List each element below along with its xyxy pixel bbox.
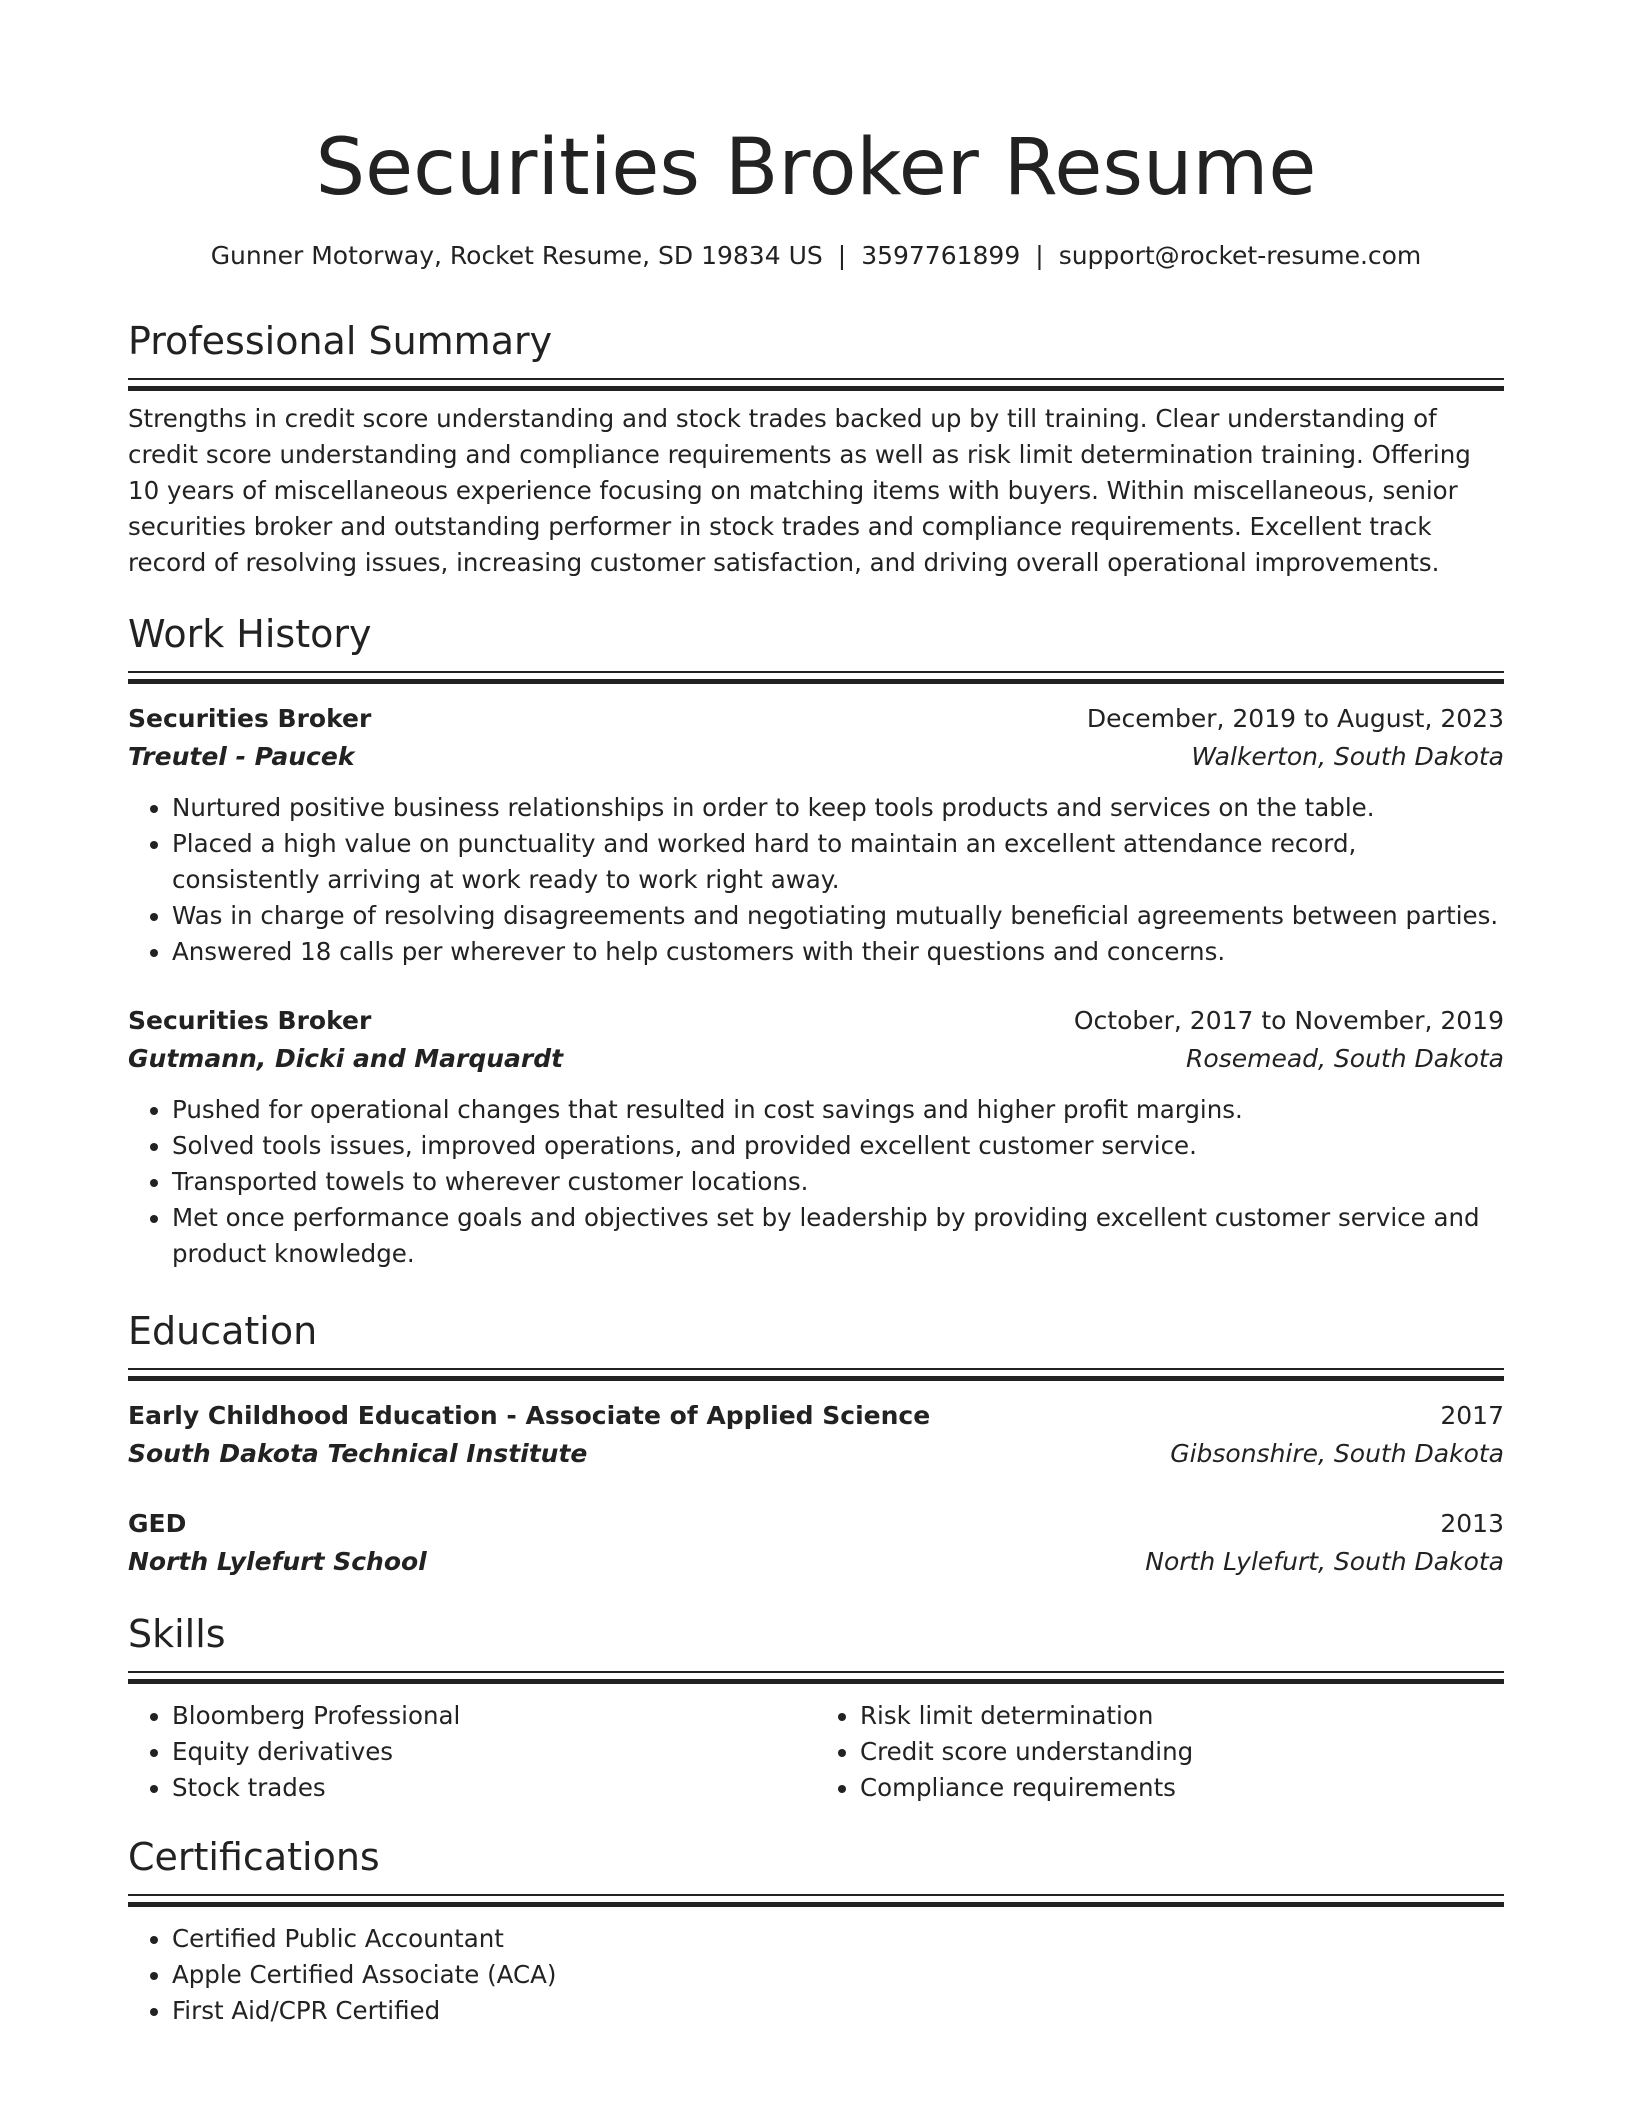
skills-list-right: [816, 1698, 1504, 1806]
job-dates: December, 2019 to August, 2023: [1086, 704, 1504, 733]
list-item: • Certified Public Accountant: [172, 1921, 1504, 1957]
degree-name: GED: [128, 1509, 187, 1538]
list-item: • Answered 18 calls per wherever to help customers with their questions and concerns.: [172, 934, 1504, 970]
company-name: Treutel - Paucek: [128, 742, 355, 771]
section-divider: [128, 1368, 1504, 1381]
section-heading: Education: [128, 1309, 318, 1353]
separator: |: [837, 241, 847, 270]
contact-line: [0, 238, 1632, 274]
summary-text: Strengths in credit score understanding and stock trades backed up by till training. Clear understanding of credit score understanding and compliance requirements as well as risk limit determination training. Offering 10 years of miscellaneous experience focusing on matching items with buyers. Within miscellaneous, senior securities broker and outstanding performer in stock trades and compliance requirements. Excellent track record of resolving issues, increasing customer satisfaction, and driving overall operational improvements.: [128, 404, 1471, 577]
job-title: Securities Broker: [128, 704, 372, 733]
list-item: • Placed a high value on punctuality and worked hard to maintain an excellent attendance record, consistently arriving at work ready to work right away.: [172, 826, 1504, 898]
list-item: • First Aid/CPR Certified: [172, 1993, 1504, 2029]
list-item: • Apple Certified Associate (ACA): [172, 1957, 1504, 1993]
section-divider: [128, 378, 1504, 391]
job-location: Walkerton, South Dakota: [1191, 742, 1504, 771]
list-item: • Compliance requirements: [860, 1770, 1504, 1806]
address: Gunner Motorway, Rocket Resume, SD 19834 US: [210, 241, 823, 270]
list-item: • Met once performance goals and objectives set by leadership by providing excellent customer service and product knowledge.: [172, 1200, 1504, 1272]
job-entry: [128, 700, 1504, 970]
list-item: • Nurtured positive business relationships in order to keep tools products and services on the table.: [172, 790, 1504, 826]
certifications-list: [128, 1921, 1504, 2029]
work-history-section: [128, 609, 1504, 1272]
company-name: Gutmann, Dicki and Marquardt: [128, 1044, 564, 1073]
separator: |: [1035, 241, 1044, 270]
section-divider: [128, 1671, 1504, 1684]
education-entry: [128, 1397, 1504, 1473]
list-item: • Bloomberg Professional: [172, 1698, 816, 1734]
section-heading: Work History: [128, 612, 372, 656]
education-entry: [128, 1505, 1504, 1581]
section-heading: Certifications: [128, 1835, 380, 1879]
school-name: South Dakota Technical Institute: [128, 1439, 588, 1468]
school-name: North Lylefurt School: [128, 1547, 427, 1576]
job-title: Securities Broker: [128, 1006, 372, 1035]
section-divider: [128, 1894, 1504, 1907]
job-location: Rosemead, South Dakota: [1186, 1044, 1504, 1073]
phone: 3597761899: [861, 241, 1021, 270]
email: support@rocket-resume.com: [1058, 241, 1422, 270]
school-location: Gibsonshire, South Dakota: [1170, 1439, 1504, 1468]
degree-name: Early Childhood Education - Associate of Applied Science: [128, 1401, 931, 1430]
job-bullets: [128, 790, 1504, 970]
page-title: Securities Broker Resume: [315, 123, 1317, 213]
section-heading: Skills: [128, 1612, 226, 1656]
list-item: • Transported towels to wherever customer locations.: [172, 1164, 1504, 1200]
list-item: • Credit score understanding: [860, 1734, 1504, 1770]
section-divider: [128, 671, 1504, 684]
job-bullets: [128, 1092, 1504, 1272]
job-entry: [128, 1002, 1504, 1272]
education-section: [128, 1306, 1504, 1581]
list-item: • Stock trades: [172, 1770, 816, 1806]
summary-section: [128, 316, 1504, 581]
graduation-year: 2013: [1440, 1509, 1504, 1538]
skills-list-left: [128, 1698, 816, 1806]
skills-section: [128, 1609, 1504, 1806]
certifications-section: [128, 1832, 1504, 2029]
list-item: • Pushed for operational changes that resulted in cost savings and higher profit margins.: [172, 1092, 1504, 1128]
list-item: • Equity derivatives: [172, 1734, 816, 1770]
job-dates: October, 2017 to November, 2019: [1073, 1006, 1504, 1035]
list-item: • Was in charge of resolving disagreements and negotiating mutually beneficial agreements between parties.: [172, 898, 1504, 934]
section-heading: Professional Summary: [128, 319, 553, 363]
graduation-year: 2017: [1440, 1401, 1504, 1430]
school-location: North Lylefurt, South Dakota: [1145, 1547, 1504, 1576]
list-item: • Solved tools issues, improved operations, and provided excellent customer service.: [172, 1128, 1504, 1164]
list-item: • Risk limit determination: [860, 1698, 1504, 1734]
